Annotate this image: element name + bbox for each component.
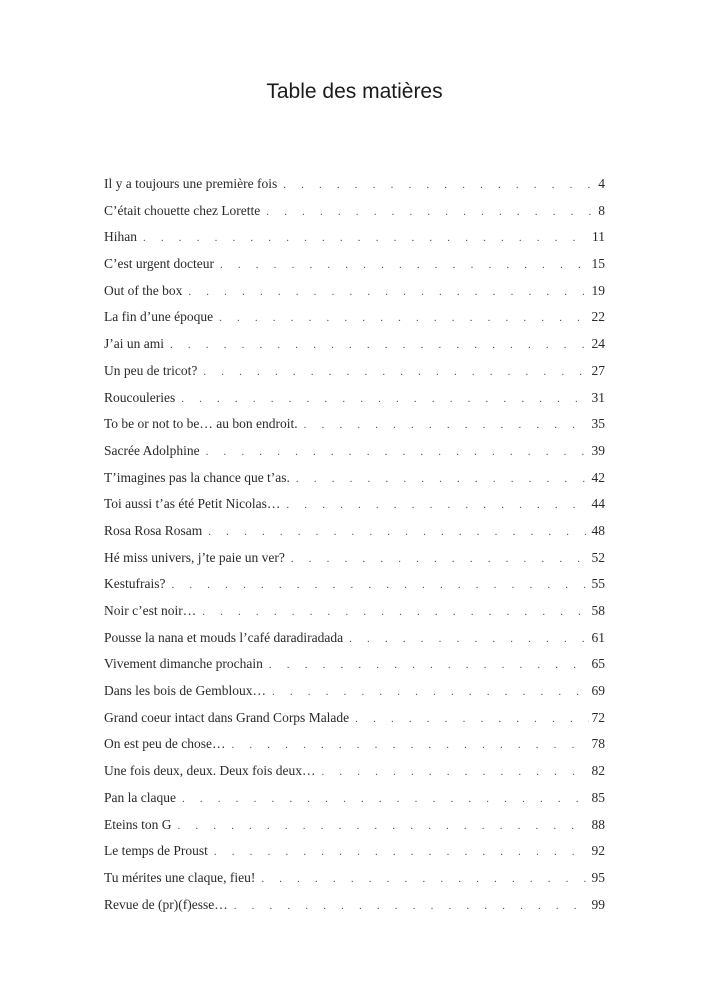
toc-entry-page-number: 39	[591, 442, 605, 458]
toc-entry[interactable]	[104, 817, 605, 844]
dot-leader	[182, 793, 589, 805]
toc-entry-page-number: 99	[591, 896, 605, 912]
toc-entry[interactable]	[104, 897, 605, 924]
toc-entry-title: To be or not to be… au bon endroit.	[104, 416, 298, 432]
dot-leader	[206, 446, 589, 458]
toc-entry[interactable]	[104, 790, 605, 817]
toc-entry-title: C’était chouette chez Lorette	[104, 202, 261, 218]
toc-entry-page-number: 52	[591, 549, 605, 565]
toc-entry-page-number: 72	[591, 709, 605, 725]
dot-leader	[188, 286, 588, 298]
toc-entry-page-number: 55	[591, 576, 605, 592]
dot-leader	[296, 473, 589, 485]
dot-leader	[214, 846, 589, 858]
page-title: Table des matières	[266, 80, 443, 103]
toc-entry-page-number: 61	[591, 629, 605, 645]
toc-entry-title: Toi aussi t’as été Petit Nicolas…	[104, 496, 281, 512]
toc-entry[interactable]	[104, 363, 605, 390]
toc-entry-page-number: 78	[591, 736, 605, 752]
toc-entry-title: Le temps de Proust	[104, 843, 208, 859]
toc-entry[interactable]	[104, 523, 605, 550]
toc-entry[interactable]	[104, 763, 605, 790]
dot-leader	[178, 820, 589, 832]
dot-leader	[266, 206, 595, 218]
toc-entry-page-number: 24	[591, 336, 605, 352]
dot-leader	[231, 739, 588, 751]
toc-entry-page-number: 65	[591, 656, 605, 672]
toc-entry-title: Revue de (pr)(f)esse…	[104, 896, 228, 912]
toc-entry[interactable]	[104, 203, 605, 230]
toc-entry-page-number: 85	[591, 789, 605, 805]
toc-entry-page-number: 4	[598, 176, 605, 191]
toc-entry-title: Pan la claque	[104, 789, 176, 805]
toc-entry-page-number: 11	[592, 229, 605, 245]
toc-entry[interactable]	[104, 229, 605, 256]
toc-entry-title: Kestufrais?	[104, 576, 166, 592]
toc-entry-title: On est peu de chose…	[104, 736, 226, 752]
toc-entry-title: Il y a toujours une première fois	[104, 176, 278, 191]
dot-leader	[203, 366, 588, 378]
toc-entry-title: Une fois deux, deux. Deux fois deux…	[104, 763, 316, 779]
dot-leader	[261, 873, 588, 885]
toc-entry-title: La fin d’une époque	[104, 309, 214, 325]
toc-entry-title: Roucouleries	[104, 389, 176, 405]
toc-entry-title: Rosa Rosa Rosam	[104, 522, 203, 538]
toc-entry[interactable]	[104, 630, 605, 657]
toc-entry-page-number: 27	[591, 362, 605, 378]
toc-entry-title: T’imagines pas la chance que t’as.	[104, 469, 290, 485]
dot-leader	[143, 232, 589, 244]
toc-entry-title: Dans les bois de Gembloux…	[104, 683, 266, 699]
toc-entry-page-number: 42	[591, 469, 605, 485]
dot-leader	[291, 553, 589, 565]
toc-entry[interactable]	[104, 390, 605, 417]
toc-entry-title: Noir c’est noir…	[104, 603, 197, 618]
toc-entry[interactable]	[104, 683, 605, 710]
toc-entry[interactable]	[104, 256, 605, 283]
dot-leader	[304, 419, 589, 431]
toc-entry-page-number: 95	[591, 869, 605, 885]
toc-entry[interactable]	[104, 710, 605, 737]
table-of-contents	[104, 176, 605, 923]
toc-entry-title: Un peu de tricot?	[104, 362, 198, 378]
toc-entry-page-number: 22	[591, 309, 605, 325]
toc-entry[interactable]	[104, 550, 605, 577]
toc-entry-title: Sacrée Adolphine	[104, 442, 200, 458]
toc-entry-page-number: 82	[591, 763, 605, 779]
dot-leader	[171, 579, 588, 591]
dot-leader	[170, 339, 589, 351]
toc-entry-title: Grand coeur intact dans Grand Corps Malade	[104, 709, 350, 725]
toc-entry-title: Tu mérites une claque, fieu!	[104, 869, 256, 885]
toc-entry-page-number: 88	[591, 816, 605, 832]
dot-leader	[272, 686, 589, 698]
toc-entry[interactable]	[104, 603, 605, 630]
toc-entry[interactable]	[104, 576, 605, 603]
toc-entry[interactable]	[104, 283, 605, 310]
toc-entry[interactable]	[104, 176, 605, 203]
dot-leader	[181, 393, 588, 405]
toc-entry-page-number: 35	[591, 416, 605, 432]
dot-leader	[234, 900, 589, 912]
toc-entry-page-number: 58	[591, 603, 605, 618]
toc-entry[interactable]	[104, 336, 605, 363]
toc-entry-title: Out of the box	[104, 282, 183, 298]
toc-entry-title: J’ai un ami	[104, 336, 164, 352]
toc-entry-title: C’est urgent docteur	[104, 256, 214, 272]
toc-entry-title: Vivement dimanche prochain	[104, 656, 263, 672]
toc-entry[interactable]	[104, 309, 605, 336]
toc-entry-page-number: 48	[591, 522, 605, 538]
dot-leader	[286, 499, 588, 511]
toc-entry-page-number: 31	[591, 389, 605, 405]
toc-entry-title: Pousse la nana et mouds l’café daradiradada	[104, 629, 344, 645]
dot-leader	[349, 633, 588, 645]
toc-entry[interactable]	[104, 416, 605, 443]
toc-entry[interactable]	[104, 870, 605, 897]
toc-entry-page-number: 69	[591, 683, 605, 699]
dot-leader	[220, 259, 589, 271]
toc-entry[interactable]	[104, 656, 605, 683]
toc-entry-title: Eteins ton G	[104, 816, 172, 832]
toc-entry[interactable]	[104, 496, 605, 523]
dot-leader	[202, 606, 588, 618]
dot-leader	[208, 526, 588, 538]
toc-entry[interactable]	[104, 843, 605, 870]
toc-entry-page-number: 44	[591, 496, 605, 512]
toc-entry[interactable]	[104, 470, 605, 497]
toc-entry-page-number: 8	[598, 202, 605, 218]
toc-entry-page-number: 92	[591, 843, 605, 859]
dot-leader	[283, 179, 595, 191]
toc-entry-title: Hihan	[104, 229, 137, 245]
dot-leader	[355, 713, 588, 725]
dot-leader	[321, 766, 588, 778]
dot-leader	[269, 659, 589, 671]
dot-leader	[219, 312, 588, 324]
toc-entry-page-number: 19	[591, 282, 605, 298]
toc-entry-page-number: 15	[591, 256, 605, 272]
toc-entry[interactable]	[104, 736, 605, 763]
toc-entry[interactable]	[104, 443, 605, 470]
toc-entry-title: Hé miss univers, j’te paie un ver?	[104, 549, 285, 565]
